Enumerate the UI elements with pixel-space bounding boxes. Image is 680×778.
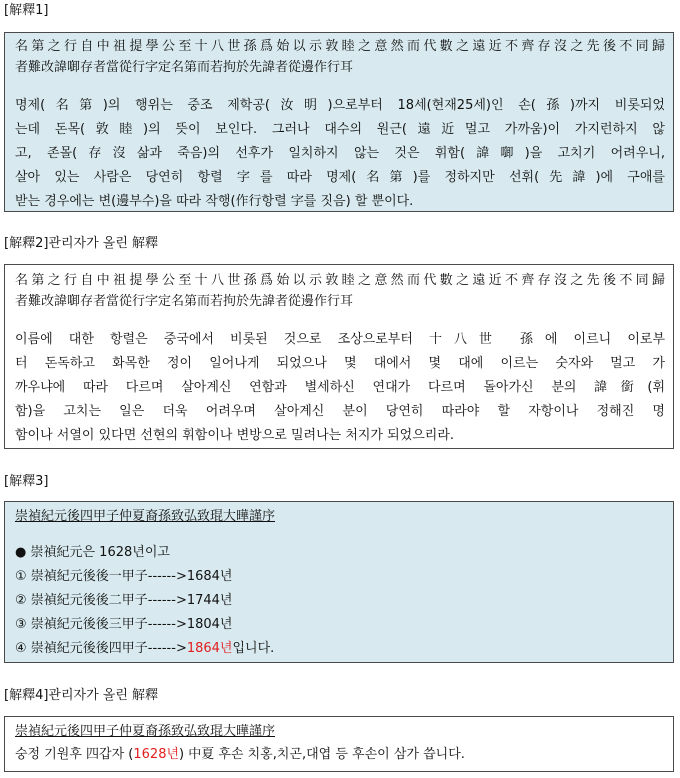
section3-item-text: 崇禎紀元後後三甲子------>: [30, 617, 187, 632]
section3-item: [15, 568, 665, 586]
section3-item: [15, 592, 665, 610]
section3-bullet-text: 崇禎紀元은 1628년이고: [30, 545, 170, 560]
section3-item: [15, 640, 665, 658]
section2-original-line: 名第之行自中祖提學公至十八世孫爲始以示敦睦之意然而代數之遠近不齊存沒之先後不同歸: [15, 273, 665, 288]
section3-item-year: 1804년: [186, 617, 233, 632]
section3-item-number: ②: [15, 593, 27, 608]
section4-title: [15, 723, 665, 741]
section4-box: [4, 716, 674, 772]
section1-original-line: 者難改諱啣存者當從行字定名第而若拘於先諱者從邊作行耳: [15, 60, 354, 75]
section4-text-a: 숭정 기원후 四갑자 (: [15, 747, 134, 762]
section1-original-line: 名第之行自中祖提學公至十八世孫爲始以示敦睦之意然而代數之遠近不齊存沒之先後不同歸: [15, 39, 665, 54]
section1-box: [4, 32, 674, 212]
section4-text-b: ) 中夏 후손 치홍,치곤,대엽 등 후손이 삼가 씁니다.: [179, 747, 465, 762]
section3-item-year: 1744년: [186, 593, 233, 608]
section1-translation-line: 는데 돈목(敦睦)의 뜻이 보인다. 그러나 대수의 원근(遠近멀고 가까움)이 가지런하지 않: [15, 122, 665, 137]
section2-translation-line: 이름에 대한 항렬은 중국에서 비롯된 것으로 조상으로부터 十八世 孫에 이르니 이로부: [15, 332, 665, 347]
section1-translation-line: 받는 경우에는 변(邊부수)을 따라 작행(作行항렬 字를 짓음) 할 뿐이다.: [15, 194, 414, 209]
section3-label: [解釋3]: [4, 474, 49, 489]
section1-translation-line: 명제(名第)의 행위는 중조 제학공(汝明)으로부터 18세(현재25세)인 손(孫)까지 비롯되었: [15, 98, 665, 113]
section2-translation-line: 까우냐에 따라 다르며 살아계신 연함과 별세하신 연대가 다르며 돌아가신 분의 諱銜(휘: [15, 380, 665, 395]
section1-translation-line: 고, 존몰(存沒삶과 죽음)의 선후가 일치하지 않는 것은 휘함(諱啣)을 고치기 어려우니,: [15, 146, 665, 161]
section2-translation-line: 함이나 서열이 있다면 선현의 휘함이나 변방으로 밀려나는 처지가 되었으리라.: [15, 428, 455, 443]
section3-item-text: 崇禎紀元後後二甲子------>: [30, 593, 187, 608]
section2-label: [解釋2]관리자가 올린 解釋: [4, 236, 159, 251]
section2-box: [4, 264, 674, 449]
section3-item-year: 1684년: [186, 569, 233, 584]
section2-translation-line: 터 돈독하고 화목한 정이 일어나게 되었으나 몇 대에서 몇 대에 이르는 숫자와 멀고 가: [15, 356, 665, 371]
section3-item: [15, 616, 665, 634]
section1-translation-line: 살아 있는 사람은 당연히 항렬 字를 따라 명제(名第)를 정하지만 선휘(先諱)에 구애를: [15, 170, 665, 185]
section4-label: [解釋4]관리자가 올린 解釋: [4, 688, 159, 703]
section3-bullet-row: [15, 544, 665, 562]
section3-title-text: 崇禎紀元後四甲子仲夏裔孫致弘致琨大曄謹序: [15, 509, 276, 524]
section3-item-year-highlight: 1864년: [186, 641, 233, 656]
section4-translation: [15, 746, 665, 764]
section3-item-number: ④: [15, 641, 27, 656]
bullet-dot-icon: ●: [15, 545, 27, 560]
section3-title: [15, 508, 665, 526]
section1-label: [解釋1]: [4, 3, 49, 18]
section4-year-highlight: 1628년: [133, 747, 180, 762]
section4-title-text: 崇禎紀元後四甲子仲夏裔孫致弘致琨大曄謹序: [15, 724, 276, 739]
section3-item-suffix: 입니다.: [232, 641, 275, 656]
section3-box: [4, 501, 674, 663]
section2-original-line: 者難改諱啣存者當從行字定名第而若拘於先諱者從邊作行耳: [15, 294, 354, 309]
section3-item-text: 崇禎紀元後後一甲子------>: [30, 569, 187, 584]
section2-translation-line: 함)을 고치는 일은 더욱 어려우며 살아계신 분이 당연히 따라야 할 자항이나 정해진 명: [15, 404, 665, 419]
section3-item-text: 崇禎紀元後後四甲子------>: [30, 641, 187, 656]
section3-item-number: ①: [15, 569, 27, 584]
section3-item-number: ③: [15, 617, 27, 632]
